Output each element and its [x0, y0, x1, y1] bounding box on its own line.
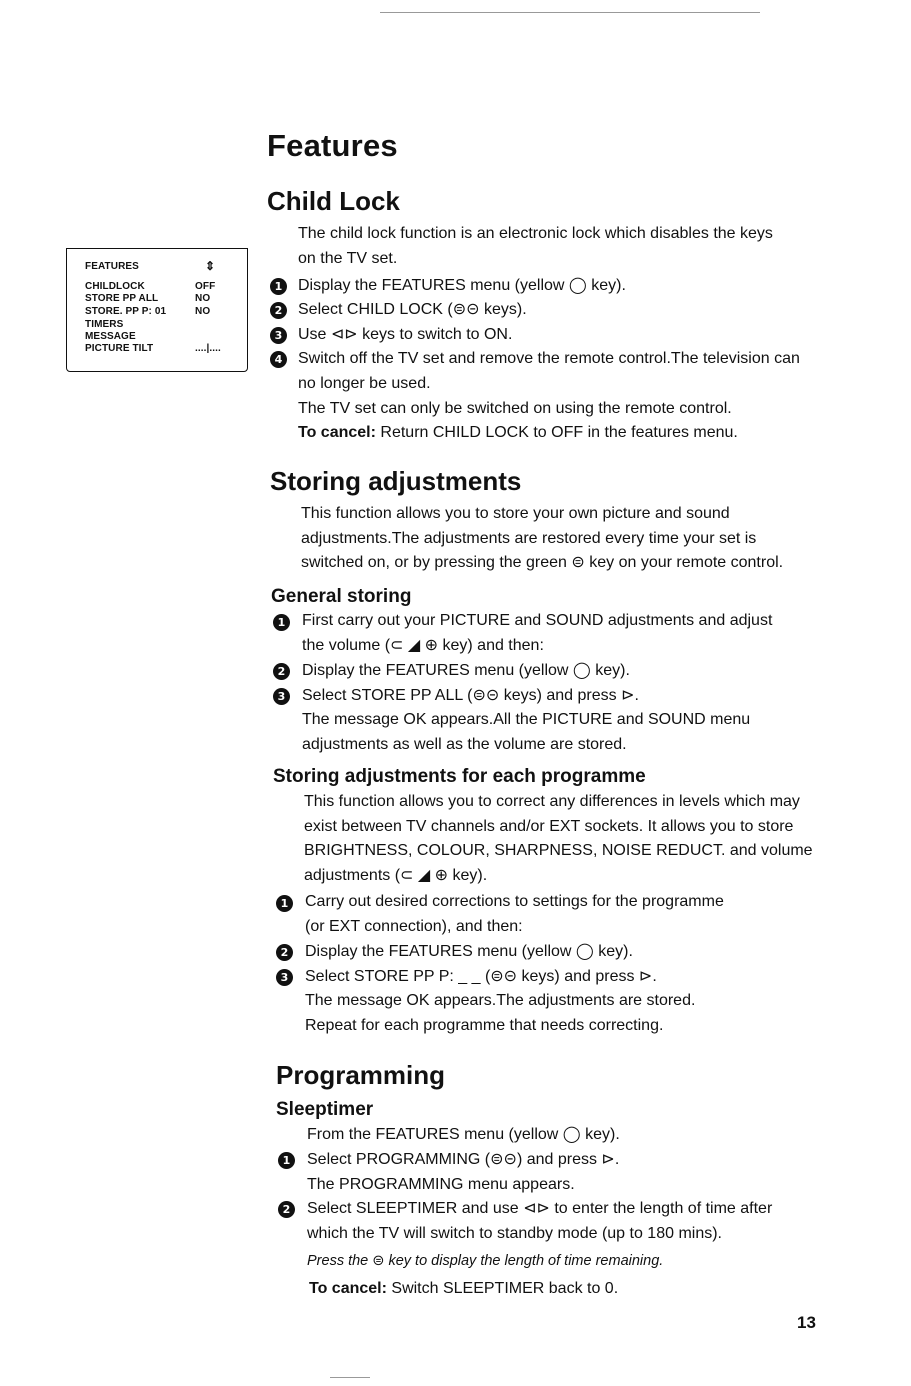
child-lock-step-2: Select CHILD LOCK (⊜⊝ keys).: [298, 301, 527, 318]
page-title: Features: [267, 128, 398, 163]
features-menu-illustration: [66, 248, 248, 372]
step-number-2: 2: [273, 663, 290, 680]
general-step-1: First carry out your PICTURE and SOUND adjustments and adjust the volume (⊂ ◢ ⊕ key) and then:: [302, 612, 773, 654]
each-step-3: Select STORE PP P: _ _ (⊜⊝ keys) and press ⊳.: [305, 968, 657, 985]
menu-row-label: CHILDLOCK: [85, 281, 145, 292]
sleeptimer-intro: From the FEATURES menu (yellow ◯ key).: [307, 1126, 620, 1143]
sleeptimer-step-1-result: The PROGRAMMING menu appears.: [307, 1176, 575, 1193]
step-number-3: 3: [270, 327, 287, 344]
sleeptimer-step-1: Select PROGRAMMING (⊜⊝) and press ⊳.: [307, 1151, 620, 1168]
menu-row-label: STORE PP ALL: [85, 293, 159, 304]
step-number-2: 2: [276, 944, 293, 961]
scan-artifact-bottom: [330, 1377, 370, 1378]
step-number-1: 1: [270, 278, 287, 295]
general-storing-heading: General storing: [271, 586, 412, 607]
menu-row-label: TIMERS: [85, 319, 124, 330]
page-number: 13: [797, 1313, 816, 1332]
menu-row-value: NO: [195, 306, 211, 317]
menu-row-value: NO: [195, 293, 211, 304]
menu-row-label: STORE. PP P: 01: [85, 306, 167, 317]
child-lock-step-1: Display the FEATURES menu (yellow ◯ key).: [298, 277, 626, 294]
step-number-1: 1: [276, 895, 293, 912]
child-lock-heading: Child Lock: [267, 186, 400, 216]
child-lock-step-3: Use ⊲⊳ keys to switch to ON.: [298, 326, 513, 343]
general-step-3: Select STORE PP ALL (⊜⊝ keys) and press ⊳.: [302, 687, 639, 704]
child-lock-cancel: To cancel: Return CHILD LOCK to OFF in the features menu.: [298, 424, 738, 441]
storing-intro: This function allows you to store your own picture and sound adjustments.The adjustments are restored every time your set is switched on, or by pressing the green ⊜ key on your remote control.: [301, 505, 784, 571]
step-number-2: 2: [270, 302, 287, 319]
sleeptimer-cancel: To cancel: Switch SLEEPTIMER back to 0.: [309, 1280, 619, 1297]
each-step-1: Carry out desired corrections to settings for the programme (or EXT connection), and then:: [305, 893, 724, 935]
child-lock-step-4: Switch off the TV set and remove the remote control.The television can no longer be used.: [298, 350, 800, 392]
sleeptimer-hint: Press the ⊜ key to display the length of time remaining.: [307, 1253, 664, 1269]
sleeptimer-step-2: Select SLEEPTIMER and use ⊲⊳ to enter the length of time after which the TV will switch to standby mode (up to 180 mins).: [307, 1200, 773, 1242]
step-number-2: 2: [278, 1201, 295, 1218]
each-programme-intro: This function allows you to correct any differences in levels which may exist between TV channels and/or EXT sockets. It allows you to store BRIGHTNESS, COLOUR, SHARPNESS, NOISE REDUCT. and volume adjustments (⊂ ◢ ⊕ key).: [304, 793, 813, 884]
general-result: The message OK appears.All the PICTURE and SOUND menu adjustments as well as the volume are stored.: [302, 711, 751, 753]
up-down-arrows-icon: ⇕: [205, 259, 216, 273]
each-result: The message OK appears.The adjustments are stored. Repeat for each programme that needs correcting.: [305, 992, 696, 1034]
step-number-1: 1: [278, 1152, 295, 1169]
menu-row-label: PICTURE TILT: [85, 343, 154, 354]
step-number-1: 1: [273, 614, 290, 631]
child-lock-note: The TV set can only be switched on using the remote control.: [298, 400, 732, 417]
programming-heading: Programming: [276, 1060, 446, 1090]
scan-artifact-top: [380, 12, 760, 13]
menu-title: FEATURES: [85, 261, 139, 272]
general-step-2: Display the FEATURES menu (yellow ◯ key).: [302, 662, 630, 679]
step-number-4: 4: [270, 351, 287, 368]
sleeptimer-heading: Sleeptimer: [276, 1099, 374, 1120]
step-number-3: 3: [273, 688, 290, 705]
storing-heading: Storing adjustments: [270, 466, 522, 496]
step-number-3: 3: [276, 969, 293, 986]
each-step-2: Display the FEATURES menu (yellow ◯ key).: [305, 943, 633, 960]
menu-row-label: MESSAGE: [85, 331, 136, 342]
menu-row-value: OFF: [195, 281, 216, 292]
menu-row-value: ....|....: [195, 343, 221, 354]
each-programme-heading: Storing adjustments for each programme: [273, 766, 646, 787]
child-lock-intro: The child lock function is an electronic lock which disables the keys on the TV set.: [298, 225, 773, 267]
